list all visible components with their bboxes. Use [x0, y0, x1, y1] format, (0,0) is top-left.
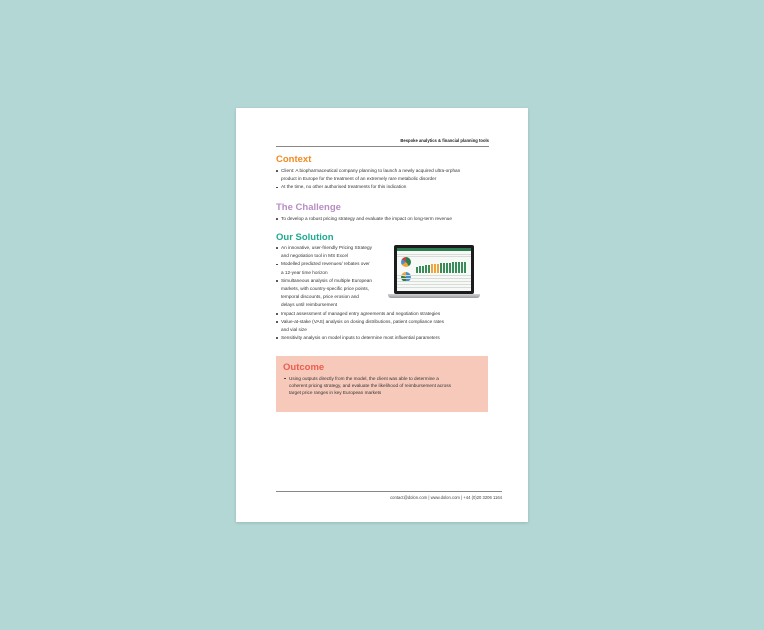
- header-divider: [276, 146, 489, 147]
- list-item: Using outputs directly from the model, the client was able to determine a: [284, 375, 451, 382]
- challenge-list: [276, 215, 452, 223]
- list-item: At the time, no other authorised treatments for this indication: [276, 183, 460, 191]
- list-item: Value-at-stake (VAS) analysis on dosing distributions, patient compliance rates: [276, 318, 444, 326]
- laptop-excel-image: [388, 245, 480, 299]
- laptop-screen: [394, 245, 474, 294]
- list-item: To develop a robust pricing strategy and evaluate the impact on long-term revenue: [276, 215, 452, 223]
- list-item-continuation: temporal discounts, price erosion and: [281, 294, 359, 300]
- list-item-continuation: and vial size: [281, 327, 307, 333]
- outcome-heading: Outcome: [283, 362, 325, 373]
- header-tag: Bespoke analytics & financial planning tools: [400, 138, 489, 143]
- outcome-box: [276, 356, 488, 412]
- outcome-list: [284, 375, 451, 397]
- list-item-continuation: and negotiation tool in MS Excel: [281, 253, 348, 259]
- footer-contact: contact@dolon.com | www.dolon.com | +44 (0)20 3206 1164: [390, 495, 502, 500]
- list-item: Simultaneous analysis of multiple European: [276, 277, 444, 285]
- solution-heading: Our Solution: [276, 232, 334, 243]
- spreadsheet-ribbon: [397, 248, 471, 251]
- context-list: [276, 167, 460, 192]
- list-item: Sensitivity analysis on model inputs to determine most influential parameters: [276, 334, 444, 342]
- document-page: [236, 108, 528, 522]
- list-item: Client: A biopharmaceutical company planning to launch a newly acquired ultra-orphan: [276, 167, 460, 175]
- challenge-heading: The Challenge: [276, 202, 341, 213]
- list-item-continuation: product in Europe for the treatment of an extremely rare metabolic disorder: [281, 176, 437, 182]
- list-item-continuation: markets, with country-specific price points,: [281, 286, 370, 292]
- pie-chart-icon: [401, 257, 411, 267]
- list-item-continuation: coherent pricing strategy, and evaluate the likelihood of reimbursement across: [289, 383, 451, 389]
- list-item-continuation: a 12-year time horizon: [281, 269, 328, 275]
- list-item: Modelled predicted revenues/ rebates over: [276, 260, 444, 268]
- list-item-continuation: delays until reimbursement: [281, 302, 338, 308]
- context-heading: Context: [276, 154, 312, 165]
- spreadsheet-preview: [397, 248, 471, 291]
- list-item: An innovative, user-friendly Pricing Strategy: [276, 244, 444, 252]
- footer-divider: [276, 491, 502, 492]
- list-item: Impact assessment of managed entry agreements and negotiation strategies: [276, 310, 444, 318]
- list-item-continuation: target price ranges in key European markets: [289, 390, 382, 396]
- laptop-base: [388, 294, 480, 298]
